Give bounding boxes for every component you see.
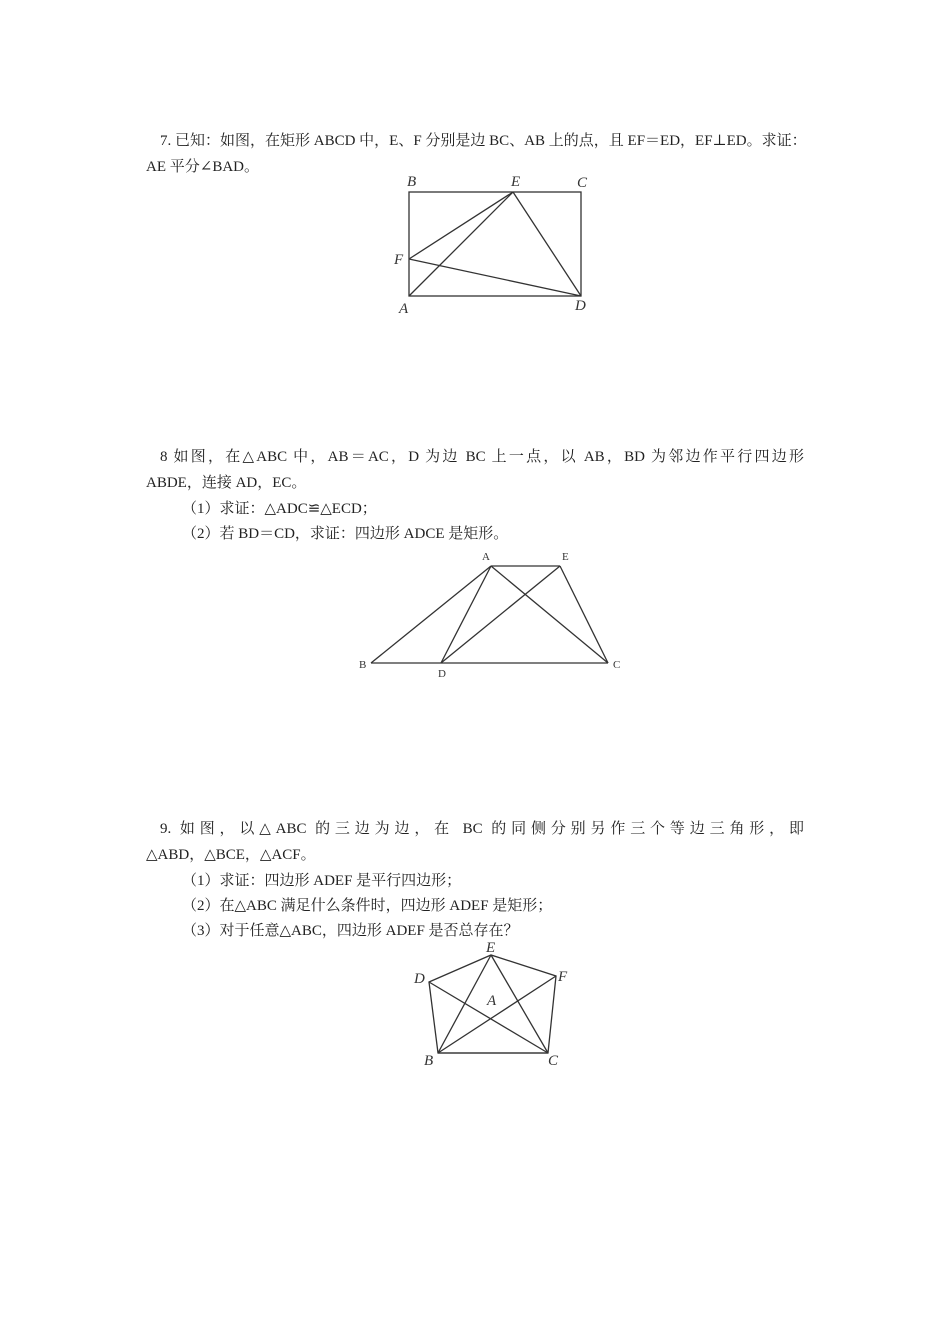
segment-ed	[513, 192, 581, 296]
problem-9-part-2: （2）在△ABC 满足什么条件时，四边形 ADEF 是矩形；	[182, 898, 553, 914]
label-d: D	[575, 298, 586, 314]
label-c: C	[613, 659, 621, 671]
rectangle-abcd	[409, 192, 581, 296]
segment-fd	[409, 259, 581, 296]
problem-9-part-1: （1）求证：四边形 ADEF 是平行四边形；	[182, 873, 462, 889]
label-b: B	[359, 659, 367, 671]
segment-ed	[441, 566, 560, 663]
problem-7-statement-line-2: AE 平分∠BAD。	[146, 159, 259, 175]
segment-ac	[491, 566, 608, 663]
segment-ec	[491, 955, 548, 1053]
label-a: A	[487, 993, 497, 1009]
segment-ec	[560, 566, 608, 663]
label-b: B	[407, 174, 417, 190]
problem-9-part-3: （3）对于任意△ABC，四边形 ADEF 是否总存在？	[182, 923, 519, 939]
problem-9-equilateral-triangles-figure	[405, 935, 585, 1075]
label-f: F	[558, 969, 568, 985]
label-c: C	[548, 1053, 559, 1069]
segment-be	[438, 955, 491, 1053]
label-a: A	[482, 551, 490, 563]
label-c: C	[577, 175, 588, 191]
label-d: D	[438, 668, 446, 680]
segment-ab	[371, 566, 491, 663]
problem-8-part-1: （1）求证：△ADC≌△ECD；	[182, 501, 377, 517]
problem-7-statement-line-1: 7. 已知：如图，在矩形 ABCD 中，E、F 分别是边 BC、AB 上的点，且 EF＝ED，EF⊥ED。求证：	[160, 133, 807, 149]
label-d: D	[414, 971, 425, 987]
label-f: F	[394, 252, 404, 268]
problem-9-statement-line-1: 9. 如图，以△ABC 的三边为边，在 BC 的同侧分别另作三个等边三角形，即	[160, 821, 804, 837]
segment-ad	[441, 566, 491, 663]
problem-7-rectangle-figure	[390, 170, 600, 320]
label-e: E	[486, 940, 496, 956]
label-e: E	[511, 174, 521, 190]
label-e: E	[562, 551, 569, 563]
label-a: A	[399, 301, 409, 317]
segment-ae	[409, 192, 513, 296]
problem-8-parallelogram-figure	[350, 545, 640, 685]
problem-8-statement-line-2: ABDE，连接 AD，EC。	[146, 475, 307, 491]
problem-8-statement-line-1: 8 如图，在△ABC 中，AB＝AC，D 为边 BC 上一点，以 AB，BD 为邻边作平行四边形	[160, 449, 804, 465]
segment-fb	[438, 976, 556, 1053]
segment-fe	[409, 192, 513, 259]
problem-9-statement-line-2: △ABD，△BCE，△ACF。	[146, 847, 316, 863]
problem-8-part-2: （2）若 BD＝CD，求证：四边形 ADCE 是矩形。	[182, 526, 509, 542]
label-b: B	[424, 1053, 434, 1069]
